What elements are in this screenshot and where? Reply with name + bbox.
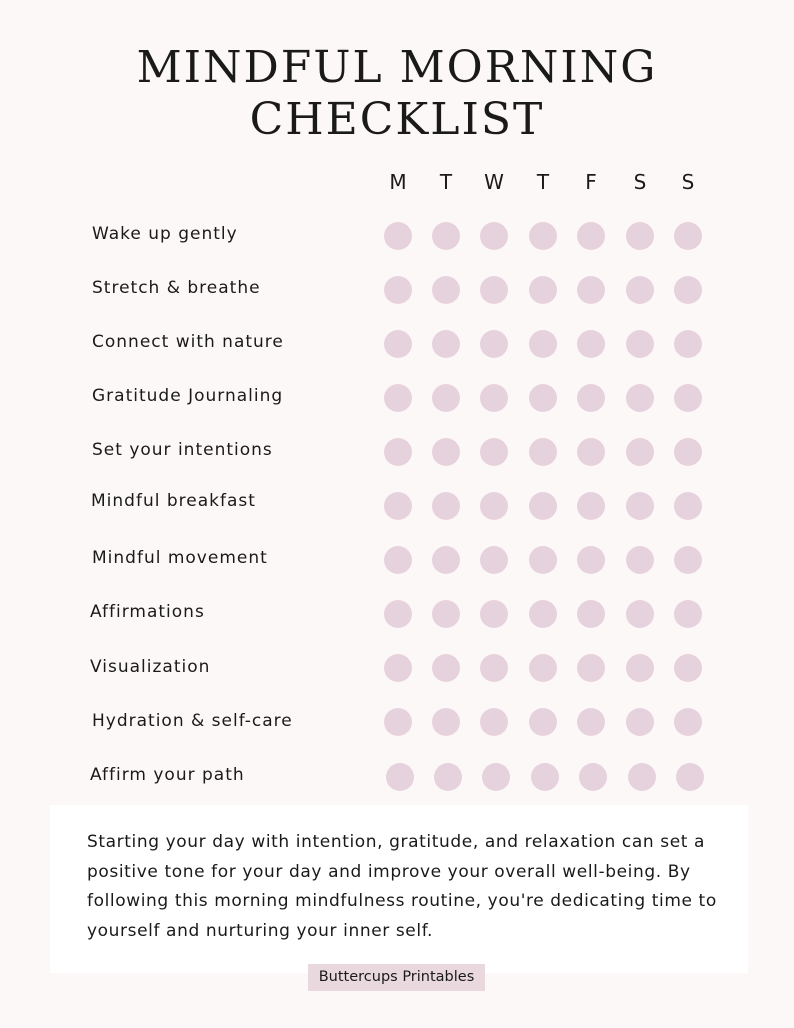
checkbox-dot-task2-sat[interactable] (626, 276, 654, 304)
summary-text: Starting your day with intention, gratitude, and relaxation can set a positive tone for your day and improve your overall well-being. By following this morning mindfulness routine, you're dedicating time to yourself and nurturing your inner self. (87, 832, 717, 941)
checkbox-dot-task5-wed[interactable] (480, 438, 508, 466)
checkbox-dot-task3-mon[interactable] (384, 330, 412, 358)
checkbox-dot-task5-tue[interactable] (432, 438, 460, 466)
checkbox-dot-task6-sun[interactable] (674, 492, 702, 520)
checkbox-dot-task3-fri[interactable] (577, 330, 605, 358)
checkbox-dot-task4-wed[interactable] (480, 384, 508, 412)
checkbox-dot-task8-fri[interactable] (577, 600, 605, 628)
checkbox-dot-task9-fri[interactable] (577, 654, 605, 682)
page-title-line-2: CHECKLIST (249, 94, 545, 145)
checkbox-dot-task10-mon[interactable] (384, 708, 412, 736)
task-label-affirmations: Affirmations (90, 602, 205, 622)
checkbox-dot-task6-tue[interactable] (432, 492, 460, 520)
checkbox-dot-task10-thu[interactable] (529, 708, 557, 736)
checkbox-dot-task8-mon[interactable] (384, 600, 412, 628)
task-label-hydration-self-care: Hydration & self-care (92, 711, 293, 731)
checkbox-dot-task1-sun[interactable] (674, 222, 702, 250)
checkbox-dot-task7-thu[interactable] (529, 546, 557, 574)
checkbox-dot-task11-wed[interactable] (482, 763, 510, 791)
task-label-gratitude-journaling: Gratitude Journaling (92, 386, 284, 406)
day-header-tue: T (439, 170, 453, 194)
checkbox-dot-task3-sun[interactable] (674, 330, 702, 358)
checkbox-dot-task1-sat[interactable] (626, 222, 654, 250)
checkbox-dot-task4-sun[interactable] (674, 384, 702, 412)
checkbox-dot-task7-sun[interactable] (674, 546, 702, 574)
credit-badge: Buttercups Printables (308, 964, 485, 991)
checkbox-dot-task6-wed[interactable] (480, 492, 508, 520)
checkbox-dot-task7-fri[interactable] (577, 546, 605, 574)
checkbox-dot-task9-wed[interactable] (480, 654, 508, 682)
checkbox-dot-task11-mon[interactable] (386, 763, 414, 791)
checkbox-dot-task7-mon[interactable] (384, 546, 412, 574)
checkbox-dot-task5-mon[interactable] (384, 438, 412, 466)
task-label-mindful-movement: Mindful movement (92, 548, 268, 568)
checkbox-dot-task5-thu[interactable] (529, 438, 557, 466)
task-label-stretch-breathe: Stretch & breathe (92, 278, 261, 298)
checkbox-dot-task2-wed[interactable] (480, 276, 508, 304)
task-label-affirm-your-path: Affirm your path (90, 765, 245, 785)
checkbox-dot-task10-tue[interactable] (432, 708, 460, 736)
checkbox-dot-task5-fri[interactable] (577, 438, 605, 466)
task-label-visualization: Visualization (90, 657, 211, 677)
checkbox-dot-task6-thu[interactable] (529, 492, 557, 520)
checkbox-dot-task9-tue[interactable] (432, 654, 460, 682)
checkbox-dot-task4-thu[interactable] (529, 384, 557, 412)
checkbox-dot-task11-thu[interactable] (531, 763, 559, 791)
checkbox-dot-task4-sat[interactable] (626, 384, 654, 412)
checkbox-dot-task11-fri[interactable] (579, 763, 607, 791)
checkbox-dot-task3-wed[interactable] (480, 330, 508, 358)
task-label-connect-with-nature: Connect with nature (92, 332, 284, 352)
checkbox-dot-task10-sat[interactable] (626, 708, 654, 736)
checkbox-dot-task8-sat[interactable] (626, 600, 654, 628)
day-header-mon: M (389, 170, 407, 194)
checkbox-dot-task2-fri[interactable] (577, 276, 605, 304)
checkbox-dot-task11-tue[interactable] (434, 763, 462, 791)
checkbox-dot-task5-sat[interactable] (626, 438, 654, 466)
checkbox-dot-task1-mon[interactable] (384, 222, 412, 250)
checkbox-dot-task2-sun[interactable] (674, 276, 702, 304)
checkbox-dot-task3-thu[interactable] (529, 330, 557, 358)
day-header-thu: T (536, 170, 550, 194)
checkbox-dot-task8-tue[interactable] (432, 600, 460, 628)
checkbox-dot-task4-tue[interactable] (432, 384, 460, 412)
checkbox-dot-task1-fri[interactable] (577, 222, 605, 250)
checkbox-dot-task8-thu[interactable] (529, 600, 557, 628)
checkbox-dot-task1-thu[interactable] (529, 222, 557, 250)
checkbox-dot-task10-sun[interactable] (674, 708, 702, 736)
checkbox-dot-task10-fri[interactable] (577, 708, 605, 736)
page-title-line-1: MINDFUL MORNING (136, 42, 658, 93)
checkbox-dot-task2-thu[interactable] (529, 276, 557, 304)
task-label-mindful-breakfast: Mindful breakfast (91, 491, 256, 511)
checkbox-dot-task6-sat[interactable] (626, 492, 654, 520)
checkbox-dot-task3-tue[interactable] (432, 330, 460, 358)
checkbox-dot-task7-tue[interactable] (432, 546, 460, 574)
checkbox-dot-task2-mon[interactable] (384, 276, 412, 304)
checkbox-dot-task11-sat[interactable] (628, 763, 656, 791)
checkbox-dot-task2-tue[interactable] (432, 276, 460, 304)
checkbox-dot-task6-fri[interactable] (577, 492, 605, 520)
day-header-fri: F (585, 170, 597, 194)
checkbox-dot-task9-thu[interactable] (529, 654, 557, 682)
day-header-wed: W (484, 170, 504, 194)
checkbox-dot-task11-sun[interactable] (676, 763, 704, 791)
checkbox-dot-task10-wed[interactable] (480, 708, 508, 736)
checkbox-dot-task7-wed[interactable] (480, 546, 508, 574)
checkbox-dot-task4-mon[interactable] (384, 384, 412, 412)
checkbox-dot-task1-wed[interactable] (480, 222, 508, 250)
checkbox-dot-task5-sun[interactable] (674, 438, 702, 466)
task-label-set-your-intentions: Set your intentions (92, 440, 273, 460)
day-header-sat: S (633, 170, 647, 194)
checkbox-dot-task9-mon[interactable] (384, 654, 412, 682)
checkbox-dot-task8-sun[interactable] (674, 600, 702, 628)
checkbox-dot-task9-sat[interactable] (626, 654, 654, 682)
day-header-sun: S (681, 170, 695, 194)
checkbox-dot-task7-sat[interactable] (626, 546, 654, 574)
checkbox-dot-task6-mon[interactable] (384, 492, 412, 520)
checkbox-dot-task9-sun[interactable] (674, 654, 702, 682)
checkbox-dot-task1-tue[interactable] (432, 222, 460, 250)
checkbox-dot-task3-sat[interactable] (626, 330, 654, 358)
checkbox-dot-task4-fri[interactable] (577, 384, 605, 412)
task-label-wake-up-gently: Wake up gently (92, 224, 238, 244)
checkbox-dot-task8-wed[interactable] (480, 600, 508, 628)
